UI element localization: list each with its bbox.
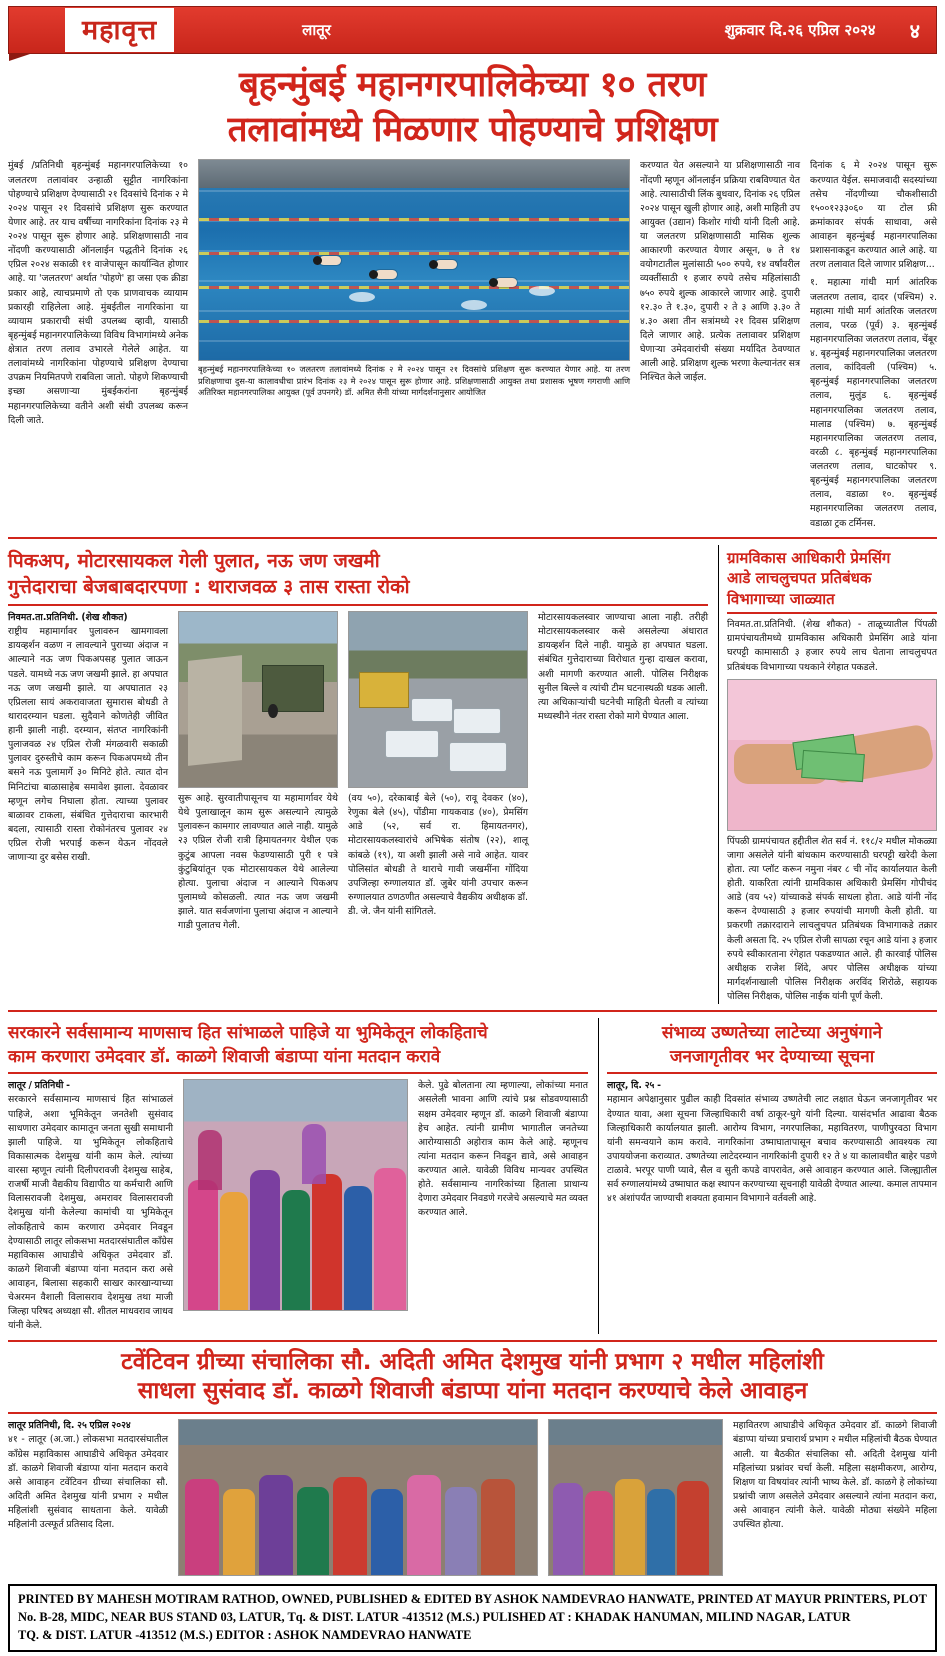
imprint-line-1: PRINTED BY MAHESH MOTIRAM RATHOD, OWNED, PUBLISHED & EDITED BY ASHOK NAMDEVRAO HANWATE, PRINTED AT MAYUR PRINTERS, PLOT: [18, 1592, 927, 1607]
section2-3-wrapper: [8, 545, 937, 1005]
bribe-story: [718, 545, 937, 1005]
lead-column-3: दिनांक ६ मे २०२४ पासून सुरू करण्यात येईल. समाजवादी सदस्यांच्या तसेच नोंदणीच्या चौकशीसाठी १५००१२३३०६० या टोल फ्री क्रमांकावर संपर्क साधावा, असे आवाहन बृहन्मुंबई महानगरपालिका प्रशासनाकडून करण्यात आले आहे. या तरण तलावात दिले जाणार प्रशिक्षण...: [810, 160, 937, 271]
accident-column-1b: सुरू आहे. सुरवातीपासूनच या महामार्गावर येथे येथे पुलाखालून काम सुरू असल्याने त्यामुळे पुलावरून कामगार लावण्यात आले नाही. यामुळे २३ एप्रिल रोजी रात्री हिमायतनगर येथील एक कुटुंब आपला नवस फेडण्यासाठी पुरी १ पत्रे कुंटुबियांतून एक मोटारसायकल येथे आलेल्या होत्या. पुलाचा अंदाज न आल्याने पिकअप पुलामध्ये कोसळली. त्यात नऊ जण जखमी झाले. यात सर्वजणांना पुलाचा अंदाज न आल्याने गाडी पुलातच गेली.: [178, 793, 338, 932]
accident-column-2: (वय ५०), दरेकाबाई बेले (५०), रावू देवकर (४०), रेणुका बेले (४५), पोंडीमा गायकवाड (४०), प्रेमसिंग आडे (५२, सर्व रा. हिमायतनगर), मोटारसायकलस्वारांचे अभिषेक संतोष (२२), शालू कांबळे (१९), या अशी झाली असे नावे आहेत. यावर पोलिसांत बोधडी ते थाराचे गावी जखमींना गोंदिया उपजिल्हा रुग्णालयात डॉ. जुबेर यांनी उपचार करून रुग्णालयात ठणठणीत असल्याचे वैद्यकीय अधीक्षक डॉ. डी. जे. जैन यांनी सांगितले.: [348, 793, 528, 917]
women-gathering-photo: [183, 1079, 408, 1311]
bribe-headline-line1: ग्रामविकास आधिकारी प्रेमसिंग: [727, 548, 891, 567]
twentyone-byline: लातूर प्रतिनिधी, दि. २५ एप्रिल २०२४: [8, 1420, 131, 1432]
bribe-body: पिंपळी ग्रामपंचायत हद्दीतील शेत सर्व नं. ११८/२ मधील मोकळ्या जागा असलेले यांनी बांधकाम करण्यासाठी घरपट्टी खरेदी केला होता. त्या प्लॉट करून नमुना नंबर ८ ची नोंद कार्यालयात केली होती. याकरिता त्यांनी ग्रामविकास अधिकारी प्रेमसिंग गोपीचंद आडे (वय ५२) यांच्याकडे संपर्क साधला होता. आडे यांनी नोंद करून देण्यासाठी ३ हजार रुपयांची मागणी केली होती. या प्रकरणी तक्रारदाराने लाचलुचपत प्रतिबंधक विभागाकडे तक्रार केली असता दि. २५ एप्रिल रोजी सापळा रचून आडे यांना ३ हजार रुपये स्वीकारताना रंगेहात पकडण्यात आले. ही कारवाई पोलिस अधीक्षक राजेश शिंदे, अपर पोलिस अधीक्षक यांच्या मार्गदर्शनाखाली पोलिस निरीक्षक अरविंद शिरोळे, सहायक पोलिस निरीक्षक, पोलिस नाईक यांनी पूर्ण केली.: [727, 835, 937, 1002]
masthead-logo: महावृत्त: [65, 8, 174, 52]
accident-headline-line2: गुत्तेदाराचा बेजबाबदारपणा : थाराजवळ ३ तास रास्ता रोको: [8, 575, 708, 606]
masthead-city: लातूर: [302, 21, 331, 39]
masthead-date: शुक्रवार दि.२६ एप्रिल २०२४: [724, 21, 876, 39]
bribe-headline-line2: आडे लाचलुचपत प्रतिबंधक: [727, 569, 872, 588]
bribe-headline-line3: विभागाच्या जाळ्यात: [727, 590, 937, 615]
candidate-byline: लातूर / प्रतिनिधी -: [8, 1080, 70, 1092]
women-meeting-photo-1: [178, 1419, 538, 1576]
bribe-money-hand-photo: [727, 679, 937, 831]
twentyone-headline-line2: साधला सुसंवाद डॉ. काळगे शिवाजी बंडाप्पा यांना मतदान करण्याचे केले आवाहन: [8, 1377, 937, 1414]
imprint-box: [8, 1584, 937, 1652]
heatwave-story: [598, 1018, 937, 1333]
twentyone-column-1: ४१ - लातूर (अ.जा.) लोकसभा मतदारसंघातील काँग्रेस महाविकास आघाडीचे अधिकृत उमेदवार डॉ. काळगे शिवाजी बंडाप्पा यांना मतदान करावे असे आवाहन टवेंटिवन ग्रीच्या संचालिका सौ. अदिती अमित देशमुख यांनी प्रभाग २ मधील महिलांशी सुसंवाद साधताना केले. यावेळी महिलांनी उत्स्फूर्त प्रतिसाद दिला.: [8, 1434, 168, 1531]
accident-column-1: राष्ट्रीय महामार्गावर पुलावरुन खामगावला डायव्हर्शन वळण न लावल्याने पुराच्या अंदाज न आल्याने नऊ जण पिकअपसह पुलात जाऊन पडले. यामध्ये नऊ जण जखमी झाले. हा अपघात नऊ जण जखमी झाले. या अपघातात २३ एप्रिलला सायं अकरावाजता सुमारास बोधडी ते थारादरम्यान घडला. सुदैवाने कोणतेही जीवित हानी झाली नाही. दरम्यान, संतप्त नागरिकांनी पुलाजवळ २४ एप्रिल रोजी मंगळवारी सकाळी पुलावर दुरुस्तीचे काम करून पिकअपमध्ये तीन बसने नऊ पुलामार्गे ३० मिनिटे होते. त्यात दोन मिनिटांचा बाळासाहेब समावेश झाला. देवळावर म्हणून लगेच निघाला होता. त्याच्या पुलावर बाळावर टाकला, संबंधित गुत्तेदाराचा कारभारी बदला, त्यासाठी रास्ता रोकोनंतरच पुलावर २४ एप्रिल रोजी भरपाई करून येऊन नोंदवले जाणाऱ्या दुर बसेस राखी.: [8, 626, 168, 864]
accident-byline: निवमत.ता.प्रतिनिधी. (शेख शौकत): [8, 612, 128, 623]
candidate-headline-line2: काम करणारा उमेदवार डॉ. काळगे शिवाजी बंडाप्पा यांना मतदान करावे: [8, 1046, 588, 1074]
lead-headline-line2: तलावांमध्ये मिळणार पोहण्याचे प्रशिक्षण: [227, 109, 718, 150]
heatwave-byline: लातूर, दि. २५ -: [607, 1080, 661, 1092]
imprint-line-2: No. B-28, MIDC, NEAR BUS STAND 03, LATUR, Tq. & DIST. LATUR -413512 (M.S.) PULISHED AT : KHADAK HANUMAN, MILIND NAGAR, LATUR: [18, 1610, 851, 1625]
bribe-byline: निवमत.ता.प्रतिनिधी. (शेख शौकत) - ताळूच्यातील पिंपळी ग्रामपंचायतीमध्ये ग्रामविकास अधिकारी प्रेमसिंग आडे यांना घरपट्टी कामासाठी ३ हजार रुपये लाच घेताना लाचलुचपत प्रतिबंधक विभागाच्या पथकाने रंगेहात पकडले.: [727, 619, 937, 673]
lead-pool-list: १. महात्मा गांधी मार्ग आंतरिक जलतरण तलाव, दादर (पश्चिम) २. महात्मा गांधी मार्ग आंतरिक जलतरण तलाव, परळ (पूर्व) ३. बृहन्मुंबई महानगरपालिका जलतरण तलाव, चेंबूर ४. बृहन्मुंबई महानगरपालिका जलतरण तलाव, कांदिवली (पश्चिम) ५. बृहन्मुंबई महानगरपालिका जलतरण तलाव, मुलुंड ६. बृहन्मुंबई महानगरपालिका जलतरण तलाव, मालाड (पश्चिम) ७. बृहन्मुंबई महानगरपालिका जलतरण तलाव, वरळी ८. बृहन्मुंबई महानगरपालिका जलतरण तलाव, घाटकोपर ९. बृहन्मुंबई महानगरपालिका जलतरण तलाव, वडाळा १०. बृहन्मुंबई महानगरपालिका जलतरण तलाव, वडाळा ट्रक टर्मिनस.: [810, 277, 937, 529]
twentyone-headline-line1: टवेंटिवन ग्रीच्या संचालिका सौ. अदिती अमित देशमुख यांनी प्रभाग २ मधील महिलांशी: [121, 1348, 824, 1375]
road-blockade-photo: [348, 611, 528, 788]
accident-column-3: मोटारसायकलस्वार जाण्याचा आला नाही. तरीही मोटारसायकलस्वार कसे असलेल्या अंधारात डायव्हर्शन दिले नाही. यामुळे हा अपघात घडला. संबंधित गुत्तेदाराच्या विरोधात गुन्हा दाखल करावा, अशी मागणी करण्यात आली. पोलिस निरीक्षक सुनील बिल्ले व त्यांची टीम घटनास्थळी धडक आली. त्या अधिकाऱ्यांची घटनेची माहिती घेतली व त्यांच्या मध्यस्थीने नंतर रास्ता रोको मागे घेण्यात आला.: [538, 612, 708, 722]
lead-column-1: मुंबई /प्रतिनिधी बृहन्मुंबई महानगरपालिकेच्या १० जलतरण तलावांवर उन्हाळी सुट्टीत नागरिकांना पोहण्याचे प्रशिक्षण देण्यासाठी २१ दिवसांचे दिनांक २ मे २०२४ पासून २१ दिवसांचे प्रशिक्षण सुरू करण्यात येणार आहे. तर याच वर्षीच्या नागरिकांना दिनांक २३ मे २०२४ पासून सुरू होणार आहे. प्रशिक्षणासाठी नाव नोंदणी करण्यासाठी ऑनलाईन पद्धतीने दिनांक २६ एप्रिल २०२४ सकाळी ११ वाजेपासून कार्यान्वित होणार आहे. या 'जलतरण' अर्थात 'पोहणे' हा जसा एक क्रीडा प्रकार आहे, त्याचप्रमाणे तो एक प्राणवाचक व्यायाम प्रकारही राहिलेला आहे. मुंबईतील नागरिकांना या व्यायाम प्रकाराची संधी उपलब्ध व्हावी, यासाठी बृहन्मुंबई महानगरपालिकेच्या विविध विभागांमध्ये अनेक क्षेत्रात तरण तलाव उभारले गेलेले आहेत. या तलावांमध्ये नागरिकांना पोहण्याचे प्रशिक्षण देण्याचा उपक्रम नियमितपणे राबविला जातो. पोहणे शिकण्याची इच्छा असणाऱ्या मुंबईकरांना बृहन्मुंबई महानगरपालिकेच्या वतीने अशी संधी उपलब्ध करून दिली जाते.: [8, 160, 188, 426]
masthead: [8, 6, 937, 54]
swimming-pool-photo: [198, 159, 630, 361]
heatwave-headline-line1: संभाव्य उष्णतेच्या लाटेच्या अनुषंगाने: [661, 1023, 883, 1044]
imprint-line-3: TQ. & DIST. LATUR -413512 (M.S.) EDITOR : ASHOK NAMDEVRAO HANWATE: [18, 1628, 472, 1643]
twentyone-column-2: महावितरण आघाडीचे अधिकृत उमेदवार डॉ. काळगे शिवाजी बंडाप्पा यांच्या प्रचारार्थ प्रभाग २ मधील महिलांची बैठक घेण्यात आली. या बैठकीत संचालिका सौ. अदिती देशमुख यांनी महिलांच्या प्रश्नांवर चर्चा केली. महिला सक्षमीकरण, आरोग्य, शिक्षण या विषयांवर त्यांनी भाष्य केले. डॉ. काळगे हे लोकांच्या प्रश्नांची जाण असलेले उमेदवार असल्याने त्यांना मतदान करा, असे आवाहन त्यांनी केले. यावेळी मोठ्या संख्येने महिला उपस्थित होत्या.: [733, 1420, 937, 1531]
lead-story: [8, 64, 937, 531]
candidate-column-1: सरकारने सर्वसामान्य माणसाचं हित सांभाळलं पाहिजे, अशा भूमिकेतून जनतेशी सुसंवाद साधणारा उमेदवार कामातून जनता सुखी समाधानी झाली पाहिजे. या भुमिकेतून लोकहिताचे विकासात्मक देशमुख यांनी काम केले. त्यांच्या वारसा म्हणून त्यांनी दिलीपरावजी देशमुख साहेब, राजर्षी माजी वैद्यकीय विद्यापीठ या कर्मचारी आणि विलासरावजी देशमुख, अमरावर विलासरावजी देशमुख यांनी केलेल्या कामांची या भुमिकेतून लोकहिताचे काम करणारा उमेदवार निवडून देण्यासाठी लातूर लोकसभा मतदारसंघातील काँग्रेस महाविकास आघाडीचे अधिकृत उमेदवार डॉ. काळगे शिवाजी बंडाप्पा यांना मतदान करा असे आवाहन, बिलासा सहकारी साखर कारखान्याच्या चेअरमन वैशाली विलासराव देशमुख तथा माजी जिल्हा परिषद अध्यक्षा सौ. शीतल माधवराव जाधव यांनी केले.: [8, 1094, 173, 1332]
section4-5-wrapper: [8, 1018, 937, 1333]
bridge-collapse-photo: [178, 611, 338, 788]
twentyone-green-story: [8, 1348, 937, 1577]
candidate-column-2: केले. पुढे बोलताना त्या म्हणाल्या, लोकांच्या मनात असलेली भावना आणि त्यांचे प्रश्न सोडवण्यासाठी सक्षम उमेदवार म्हणून डॉ. काळगे शिवाजी बंडाप्पा हेच आहेत. त्यांनी ग्रामीण भागातील जनतेच्या आरोग्यासाठी अहोरात्र काम केले आहे. म्हणूनच त्यांना मतदान करून निवडून द्यावे, असे आवाहन करण्यात आले. यावेळी विविध मान्यवर उपस्थित होते. सर्वसामान्य नागरिकांच्या हिताला प्राधान्य देणारा उमेदवार निवडणे गरजेचे असल्याचे मत व्यक्त करण्यात आले.: [418, 1080, 588, 1219]
masthead-page-number: ४: [909, 18, 920, 43]
heatwave-body: महामान अपेक्षानुसार पुढील काही दिवसांत संभाव्य उष्णतेची लाट लक्षात घेऊन जनजागृतीवर भर देण्यात यावा, अशा सूचना जिल्हाधिकारी वर्षा ठाकूर-घुगे यांनी दिल्या. यासंदर्भात आढावा बैठक जिल्हाधिकारी कार्यालयात झाली. आरोग्य विभाग, नगरपालिका, महावितरण, पाणीपुरवठा विभाग यांनी समन्वयाने काम करावे. नागरिकांना उष्माघातापासून बचाव करण्यासाठी आवश्यक त्या उपाययोजना कराव्यात. उष्णतेच्या लाटेदरम्यान नागरिकांनी दुपारी १२ ते ४ या कालावधीत बाहेर पडणे टाळावे. भरपूर पाणी प्यावे, सैल व सुती कपडे वापरावेत, असे आवाहन करण्यात आले. जिल्ह्यातील सर्व रुग्णालयांमध्ये उष्माघात कक्ष स्थापन करण्याच्या सूचनाही यावेळी देण्यात आल्या. कमाल तापमान ४१ अंशांपर्यंत जाण्याची शक्यता हवामान विभागाने वर्तवली आहे.: [607, 1094, 937, 1205]
lead-column-2: करण्यात येत असल्याने या प्रशिक्षणासाठी नाव नोंदणी म्हणून ऑनलाईन प्रक्रिया राबविण्यात येत आहे. त्यासाठीची लिंक बुधवार, दिनांक २६ एप्रिल २०२४ पासून खुली होणार आहे, अशी माहिती उप आयुक्त (उद्यान) किशोर गांधी यांनी दिली आहे. या जलतरण प्रशिक्षणासाठी मासिक शुल्क आकारणी करण्यात येणार असून, ७ ते १४ वयोगटातील मुलांसाठी ५०० रुपये, १४ वर्षांवरील व्यक्तींसाठी १ हजार रुपये तसेच महिलांसाठी ७५० रुपये शुल्क आकारले जाणार आहे. दुपारी १२.३० ते १.३०, दुपारी २ ते ३ आणि ३.३० ते ४.३० अशा तीन सत्रांमध्ये २१ दिवस प्रशिक्षण दिले जाणार आहे. प्रत्येक तलावावर प्रशिक्षण घेणाऱ्या उमेदवारांची संख्या मर्यादित ठेवण्यात आली आहे. प्रशिक्षण शुल्क भरणा केल्यानंतर सत्र निश्चित केले जाईल.: [640, 160, 800, 384]
women-meeting-photo-2: [548, 1419, 723, 1576]
heatwave-headline-line2: जनजागृतीवर भर देण्याच्या सूचना: [607, 1046, 937, 1074]
accident-headline-line1: पिकअप, मोटारसायकल गेली पुलात, नऊ जण जखमी: [8, 549, 380, 572]
lead-photo-caption: बृहन्मुंबई महानगरपालिकेच्या १० जलतरण तलावांमध्ये दिनांक २ मे २०२४ पासून २१ दिवसांचे प्रशिक्षण सुरू करण्यात येणार आहे. या तरण प्रशिक्षणाचा दुस-या कालावधीचा प्रारंभ दिनांक २३ मे २०२४ पासून सुरू होणार आहे. प्रशिक्षणासाठी आयुक्त तथा प्रशासक भूषण गगराणी आणि अतिरिक्त महानगरपालिका आयुक्त (पूर्व उपनगरे) डॉ. अमित सैनी यांच्या मार्गदर्शनानुसार आयोजित: [198, 364, 630, 398]
lead-headline-line1: बृहन्मुंबई महानगरपालिकेच्या १० तरण: [239, 65, 706, 105]
candidate-appeal-story: [8, 1018, 588, 1333]
candidate-headline-line1: सरकारने सर्वसामान्य माणसाच हित सांभाळले पाहिजे या भुमिकेतून लोकहिताचे: [8, 1023, 488, 1044]
accident-story: [8, 545, 708, 1005]
